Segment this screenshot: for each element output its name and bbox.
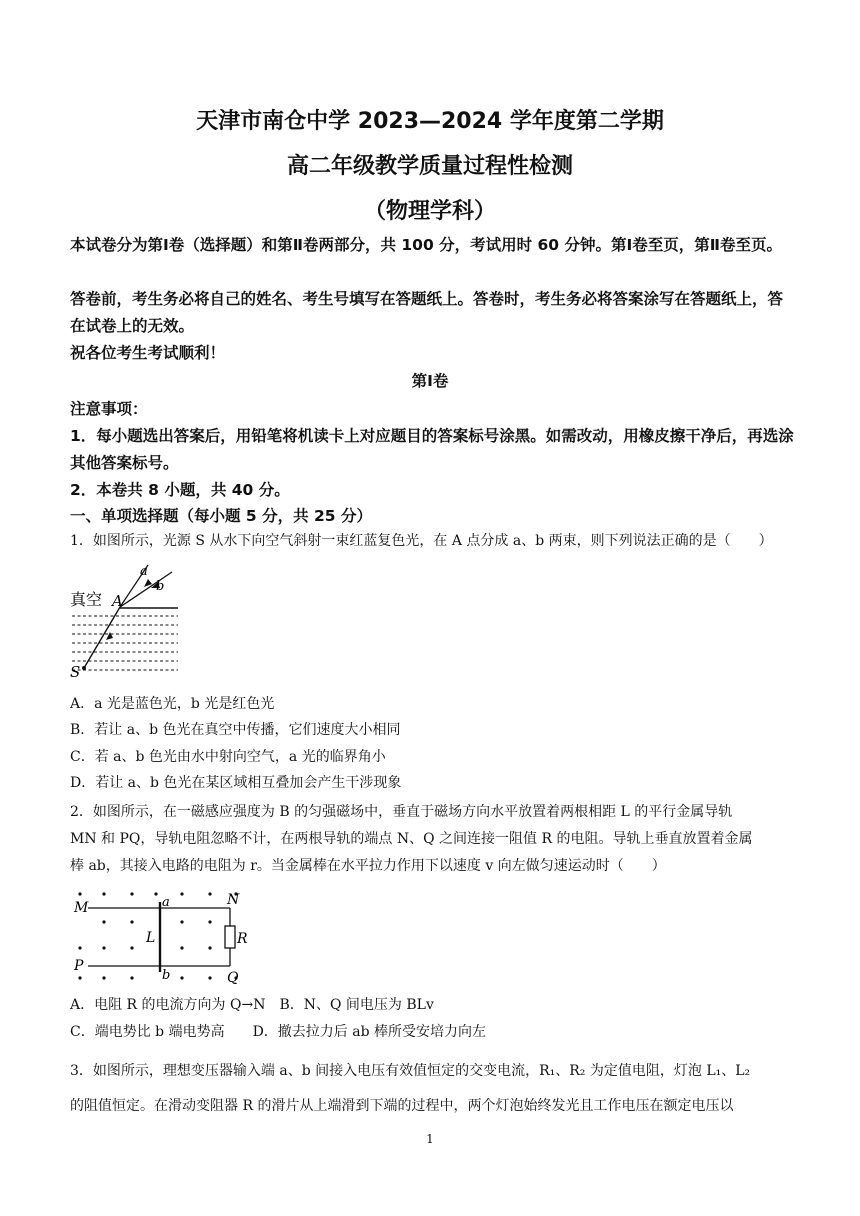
intro-paragraph-3: 祝各位考生考试顺利！ (70, 344, 226, 362)
part-heading: 一、单项选择题（每小题 5 分，共 25 分） (70, 507, 372, 525)
q1-refraction-figure (68, 560, 186, 680)
q2-rail-figure (70, 886, 260, 984)
q2-fig-label-a: a (162, 895, 170, 910)
q2-fig-label-R: R (237, 931, 248, 947)
q1-stem: 1．如图所示，光源 S 从水下向空气斜射一束红蓝复色光，在 A 点分成 a、b 两束，则下列说法正确的是（ ） (70, 533, 773, 549)
notes-title: 注意事项： (70, 400, 148, 418)
q2-fig-label-L: L (146, 930, 156, 946)
page-number: 1 (426, 1132, 434, 1146)
q2-stem-line2: MN 和 PQ，导轨电阻忽略不计，在两根导轨的端点 N、Q 之间连接一阻值 R 的电阻。导轨上垂直放置着金属 (70, 831, 753, 847)
intro-paragraph-2: 答卷前，考生务必将自己的姓名、考生号填写在答题纸上。答卷时，考生务必将答案涂写在答题纸上，答在试卷上的无效。 (70, 290, 784, 335)
section-title: 第Ⅰ卷 (411, 372, 449, 390)
q3-stem-line2: 的阻值恒定。在滑动变阻器 R 的滑片从上端滑到下端的过程中，两个灯泡始终发光且工作电压在额定电压以 (70, 1098, 734, 1114)
q2-fig-label-M: M (74, 900, 89, 916)
q1-fig-label-vacuum: 真空 (70, 590, 103, 609)
q1-fig-label-a: a (140, 564, 148, 579)
q1-option-C: C．若 a、b 色光由水中射向空气，a 光的临界角小 (70, 749, 386, 765)
q2-fig-label-P: P (74, 958, 84, 974)
exam-title-line1: 天津市南仓中学 2023—2024 学年度第二学期 (196, 109, 664, 134)
q1-option-A: A．a 光是蓝色光，b 光是红色光 (70, 696, 275, 712)
note-1: 1．每小题选出答案后，用铅笔将机读卡上对应题目的答案标号涂黑。如需改动，用橡皮擦干净后，再选涂其他答案标号。 (70, 427, 794, 472)
intro-paragraph-1: 本试卷分为第Ⅰ卷（选择题）和第Ⅱ卷两部分，共 100 分，考试用时 60 分钟。第Ⅰ卷至页，第Ⅱ卷至页。 (70, 236, 782, 254)
exam-title-subject: （物理学科） (363, 199, 496, 224)
q2-stem-line1: 2．如图所示，在一磁感应强度为 B 的匀强磁场中，垂直于磁场方向水平放置着两根相距 L 的平行金属导轨 (70, 804, 733, 820)
q2-options-CD: C．端电势比 b 端电势高 D．撤去拉力后 ab 棒所受安培力向左 (70, 1024, 487, 1040)
exam-title-line2: 高二年级教学质量过程性检测 (286, 154, 573, 179)
note-2: 2．本卷共 8 小题，共 40 分。 (70, 481, 290, 499)
q2-fig-label-N: N (227, 892, 240, 908)
q1-option-D: D．若让 a、b 色光在某区域相互叠加会产生干涉现象 (70, 775, 402, 791)
q2-stem-line3: 棒 ab，其接入电路的电阻为 r。当金属棒在水平拉力作用下以速度 v 向左做匀速运动时（ ） (70, 858, 666, 874)
q1-fig-label-A: A (112, 592, 123, 610)
q2-fig-label-b: b (162, 968, 171, 983)
q3-stem-line1: 3．如图所示，理想变压器输入端 a、b 间接入电压有效值恒定的交变电流，R₁、R₂ 为定值电阻，灯泡 L₁、L₂ (70, 1063, 751, 1079)
q2-fig-label-Q: Q (227, 970, 239, 984)
q1-option-B: B．若让 a、b 色光在真空中传播，它们速度大小相同 (70, 722, 401, 738)
q2-options-AB: A．电阻 R 的电流方向为 Q→N B．N、Q 间电压为 BLv (70, 997, 434, 1013)
q1-fig-label-b: b (156, 579, 165, 594)
q1-fig-label-S: S (70, 663, 81, 680)
